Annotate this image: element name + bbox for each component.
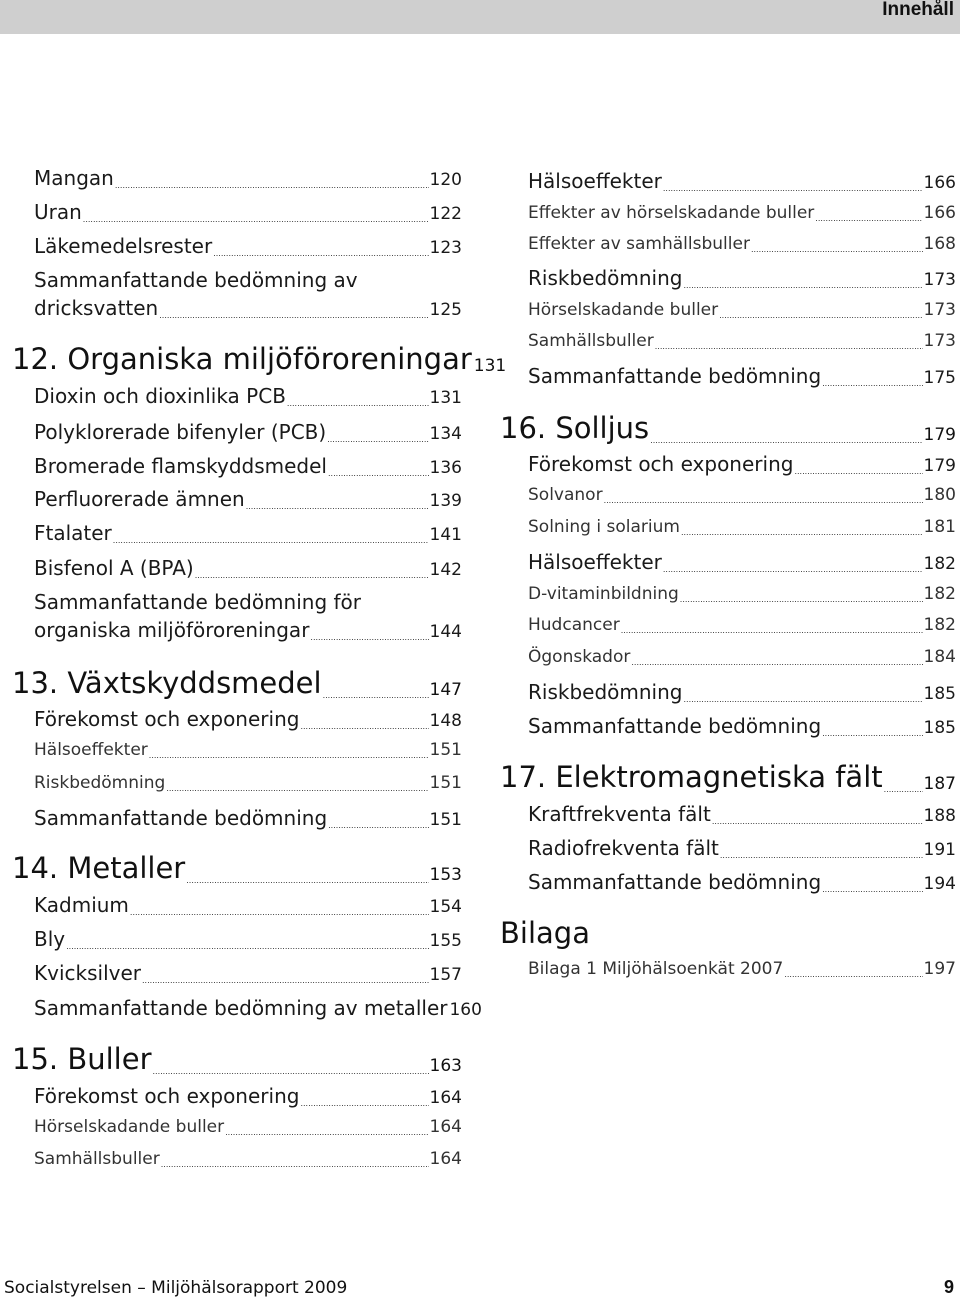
toc-entry-page: 148	[429, 711, 462, 731]
toc-entry-förekomst-och-exponering[interactable]	[34, 707, 462, 731]
dot-leader	[822, 368, 922, 388]
toc-entry-page: 166	[923, 203, 956, 223]
toc-entry-title: Hälsoeffekter	[528, 169, 662, 193]
toc-entry-solning-i-solarium[interactable]	[528, 517, 956, 537]
dot-leader	[815, 206, 922, 223]
toc-entry-hörselskadande-buller[interactable]	[34, 1117, 462, 1137]
dot-leader	[149, 743, 429, 760]
page-title: Innehåll	[882, 0, 954, 20]
dot-leader	[186, 856, 428, 885]
toc-entry-page: 164	[429, 1149, 462, 1169]
toc-entry-organiska-miljöföroreningar[interactable]	[34, 618, 462, 642]
dot-leader	[712, 806, 923, 826]
toc-entry-title: Ftalater	[34, 521, 112, 545]
dot-leader	[663, 554, 923, 574]
dot-leader	[153, 1047, 429, 1076]
toc-entry-title: 12. Organiska miljöföroreningar	[12, 342, 472, 376]
dot-leader	[683, 270, 922, 290]
toc-entry-page: 122	[429, 204, 462, 224]
dot-leader	[310, 622, 428, 642]
toc-entry-title: Uran	[34, 200, 82, 224]
dot-leader	[650, 416, 922, 445]
toc-entry-title: Solvanor	[528, 485, 603, 505]
toc-entry-title: Kadmium	[34, 893, 129, 917]
toc-entry-page: 179	[923, 456, 956, 476]
dot-leader	[115, 170, 429, 190]
toc-entry-page: 131	[473, 356, 507, 376]
toc-entry-title: Sammanfattande bedömning	[528, 870, 822, 894]
toc-entry-page: 125	[429, 300, 462, 320]
toc-entry-title: Sammanfattande bedömning	[528, 714, 822, 738]
toc-entry-page: 154	[429, 897, 462, 917]
toc-entry-title: 16. Solljus	[500, 411, 650, 445]
dot-leader	[683, 684, 922, 704]
toc-entry-page: 182	[923, 554, 956, 574]
dot-leader	[327, 424, 428, 444]
toc-entry-title: organiska miljöföroreningar	[34, 618, 310, 642]
toc-entry-hälsoeffekter[interactable]	[34, 740, 462, 760]
dot-leader	[213, 238, 428, 258]
toc-entry-page: 131	[429, 388, 462, 408]
toc-entry-page: 151	[429, 773, 462, 793]
toc-entry-title: Kraftfrekventa fält	[528, 802, 711, 826]
toc-entry-förekomst-och-exponering[interactable]	[528, 452, 956, 476]
toc-entry-title: Förekomst och exponering	[34, 1084, 300, 1108]
toc-entry-page: 182	[923, 584, 956, 604]
toc-entry-page: 136	[429, 458, 462, 478]
dot-leader	[195, 560, 429, 580]
toc-entry-bilaga-1-miljöhälsoenkät-2007[interactable]	[528, 959, 956, 979]
toc-entry-title-line1: Sammanfattande bedömning av	[34, 268, 358, 292]
toc-entry-title: Hudcancer	[528, 615, 620, 635]
dot-leader	[328, 458, 429, 478]
toc-entry-radiofrekventa-fält[interactable]	[528, 836, 956, 860]
footer-publication: Socialstyrelsen – Miljöhälsorapport 2009	[4, 1278, 348, 1298]
dot-leader	[655, 334, 923, 351]
dot-leader	[246, 491, 429, 511]
toc-entry-ftalater[interactable]	[34, 521, 462, 545]
toc-entry-effekter-av-samhällsbuller[interactable]	[528, 234, 956, 254]
toc-entry-title: Samhällsbuller	[34, 1149, 160, 1169]
toc-entry-page: 151	[429, 810, 462, 830]
toc-entry-title: Perfluorerade ämnen	[34, 487, 245, 511]
toc-entry-kadmium[interactable]	[34, 893, 462, 917]
toc-entry-15-buller[interactable]	[12, 1042, 462, 1076]
toc-entry-title: Sammanfattande bedömning	[528, 364, 822, 388]
toc-entry-title: 13. Växtskyddsmedel	[12, 666, 322, 700]
dot-leader	[66, 931, 428, 951]
toc-entry-title: 17. Elektromagnetiska fält	[500, 760, 883, 794]
toc-entry-page: 157	[429, 965, 462, 985]
dot-leader	[719, 303, 922, 320]
footer-page-number: 9	[943, 1277, 954, 1297]
toc-entry-förekomst-och-exponering[interactable]	[34, 1084, 462, 1108]
toc-entry-d-vitaminbildning[interactable]	[528, 584, 956, 604]
toc-entry-page: 168	[923, 234, 956, 254]
toc-entry-title: Bilaga 1 Miljöhälsoenkät 2007	[528, 959, 784, 979]
toc-entry-title: Kvicksilver	[34, 961, 141, 985]
toc-entry-solvanor[interactable]	[528, 485, 956, 505]
toc-entry-kraftfrekventa-fält[interactable]	[528, 802, 956, 826]
dot-leader	[663, 173, 923, 193]
toc-entry-page: 120	[429, 170, 462, 190]
toc-entry-page: 184	[923, 647, 956, 667]
toc-entry-title: D-vitaminbildning	[528, 584, 679, 604]
dot-leader	[604, 488, 923, 505]
toc-entry-title: Förekomst och exponering	[528, 452, 794, 476]
toc-entry-sammanfattande-bedömning[interactable]	[528, 364, 956, 388]
toc-entry-page: 147	[429, 680, 462, 700]
toc-entry-samhällsbuller[interactable]	[34, 1149, 462, 1169]
dot-leader	[142, 965, 429, 985]
toc-entry-title: Riskbedömning	[34, 773, 166, 793]
toc-entry-page: 173	[923, 331, 956, 351]
toc-entry-title: Effekter av hörselskadande buller	[528, 203, 815, 223]
toc-entry-page: 175	[923, 368, 956, 388]
dot-leader	[822, 874, 922, 894]
toc-entry-page: 188	[923, 806, 956, 826]
toc-entry-title: Dioxin och dioxinlika PCB	[34, 384, 286, 408]
toc-entry-page: 142	[429, 560, 462, 580]
dot-leader	[680, 587, 923, 604]
toc-entry-page: 166	[923, 173, 956, 193]
dot-leader	[159, 300, 428, 320]
toc-entry-page: 187	[923, 774, 956, 794]
toc-entry-hälsoeffekter[interactable]	[528, 550, 956, 574]
toc-entry-riskbedömning[interactable]	[34, 773, 462, 793]
dot-leader	[621, 618, 923, 635]
dot-leader	[287, 388, 429, 408]
toc-entry-effekter-av-hörselskadande-buller[interactable]	[528, 203, 956, 223]
toc-entry-page: 191	[923, 840, 956, 860]
dot-leader	[681, 520, 923, 537]
toc-entry-page: 163	[429, 1056, 462, 1076]
toc-entry-sammanfattande-bedömning[interactable]	[528, 870, 956, 894]
toc-entry-samhällsbuller[interactable]	[528, 331, 956, 351]
dot-leader	[323, 671, 429, 700]
dot-leader	[130, 897, 429, 917]
toc-entry-page: 123	[429, 238, 462, 258]
toc-entry-bly[interactable]	[34, 927, 462, 951]
toc-entry-title: dricksvatten	[34, 296, 159, 320]
toc-entry-page: 194	[923, 874, 956, 894]
toc-entry-title: Radiofrekventa fält	[528, 836, 719, 860]
toc-entry-page: 164	[429, 1088, 462, 1108]
toc-entry-page: 179	[923, 425, 956, 445]
toc-entry-page: 144	[429, 622, 462, 642]
toc-entry-hörselskadande-buller[interactable]	[528, 300, 956, 320]
toc-entry-14-metaller[interactable]	[12, 851, 462, 885]
toc-entry-sammanfattande-bedömning[interactable]	[528, 714, 956, 738]
toc-entry-page: 173	[923, 300, 956, 320]
dot-leader	[328, 810, 428, 830]
toc-entry-page: 181	[923, 517, 956, 537]
toc-entry-page: 155	[429, 931, 462, 951]
dot-leader	[166, 776, 428, 793]
toc-entry-title: Riskbedömning	[528, 266, 683, 290]
toc-entry-page: 151	[429, 740, 462, 760]
toc-entry-läkemedelsrester[interactable]	[34, 234, 462, 258]
dot-leader	[784, 962, 922, 979]
toc-entry-kvicksilver[interactable]	[34, 961, 462, 985]
toc-entry-16-solljus[interactable]	[500, 411, 956, 445]
dot-leader	[300, 711, 428, 731]
toc-entry-title: Bly	[34, 927, 66, 951]
toc-entry-page: 185	[923, 684, 956, 704]
toc-entry-sammanfattande-bedömning[interactable]	[34, 806, 462, 830]
toc-entry-title: Bisfenol A (BPA)	[34, 556, 194, 580]
toc-entry-title: Polyklorerade bifenyler (PCB)	[34, 420, 327, 444]
dot-leader	[720, 840, 923, 860]
toc-entry-polyklorerade-bifenyler-pcb[interactable]	[34, 420, 462, 444]
toc-entry-dioxin-och-dioxinlika-pcb[interactable]	[34, 384, 462, 408]
dot-leader	[300, 1088, 428, 1108]
toc-entry-title: Sammanfattande bedömning	[34, 806, 328, 830]
toc-entry-title: Riskbedömning	[528, 680, 683, 704]
toc-entry-title: Sammanfattande bedömning av metaller	[34, 996, 448, 1020]
toc-entry-page: 134	[429, 424, 462, 444]
toc-entry-page: 173	[923, 270, 956, 290]
toc-entry-page: 182	[923, 615, 956, 635]
toc-entry-title: Effekter av samhällsbuller	[528, 234, 750, 254]
dot-leader	[161, 1152, 429, 1169]
toc-entry-title: Hälsoeffekter	[34, 740, 148, 760]
toc-entry-sammanfattande-bedömning-av-metaller[interactable]	[34, 996, 482, 1020]
toc-entry-page: 180	[923, 485, 956, 505]
toc-entry-12-organiska-miljöföroreningar[interactable]	[12, 342, 507, 376]
dot-leader	[631, 650, 922, 667]
toc-entry-title-line1: Sammanfattande bedömning för	[34, 590, 361, 614]
toc-entry-uran[interactable]	[34, 200, 462, 224]
toc-entry-title: Ögonskador	[528, 647, 631, 667]
toc-entry-page: 164	[429, 1117, 462, 1137]
toc-entry-title: Läkemedelsrester	[34, 234, 213, 258]
toc-entry-bisfenol-a-bpa[interactable]	[34, 556, 462, 580]
toc-entry-page: 185	[923, 718, 956, 738]
toc-entry-page: 160	[449, 1000, 482, 1020]
toc-entry-dricksvatten[interactable]	[34, 296, 462, 320]
dot-leader	[225, 1120, 428, 1137]
toc-entry-title: Hälsoeffekter	[528, 550, 662, 574]
toc-entry-title: Bromerade flamskyddsmedel	[34, 454, 327, 478]
toc-entry-bromerade-flamskyddsmedel[interactable]	[34, 454, 462, 478]
toc-entry-hudcancer[interactable]	[528, 615, 956, 635]
toc-entry-13-växtskyddsmedel[interactable]	[12, 666, 462, 700]
toc-heading-bilaga: Bilaga	[500, 916, 590, 950]
toc-entry-title: Mangan	[34, 166, 114, 190]
dot-leader	[884, 765, 923, 794]
toc-entry-riskbedömning[interactable]	[528, 680, 956, 704]
toc-entry-page: 197	[923, 959, 956, 979]
toc-entry-mangan[interactable]	[34, 166, 462, 190]
toc-entry-hälsoeffekter[interactable]	[528, 169, 956, 193]
toc-entry-title: Solning i solarium	[528, 517, 680, 537]
dot-leader	[751, 237, 923, 254]
toc-entry-ögonskador[interactable]	[528, 647, 956, 667]
toc-entry-page: 141	[429, 525, 462, 545]
toc-entry-title: 14. Metaller	[12, 851, 186, 885]
dot-leader	[113, 525, 429, 545]
toc-entry-page: 139	[429, 491, 462, 511]
dot-leader	[822, 718, 922, 738]
toc-entry-title: 15. Buller	[12, 1042, 152, 1076]
toc-entry-riskbedömning[interactable]	[528, 266, 956, 290]
toc-entry-page: 153	[429, 865, 462, 885]
toc-entry-title: Hörselskadande buller	[34, 1117, 225, 1137]
dot-leader	[794, 456, 922, 476]
toc-entry-title: Samhällsbuller	[528, 331, 654, 351]
toc-entry-title: Hörselskadande buller	[528, 300, 719, 320]
dot-leader	[83, 204, 429, 224]
toc-entry-title: Förekomst och exponering	[34, 707, 300, 731]
toc-entry-17-elektromagnetiska-fält[interactable]	[500, 760, 956, 794]
header-bar	[0, 0, 960, 34]
toc-entry-perfluorerade-ämnen[interactable]	[34, 487, 462, 511]
